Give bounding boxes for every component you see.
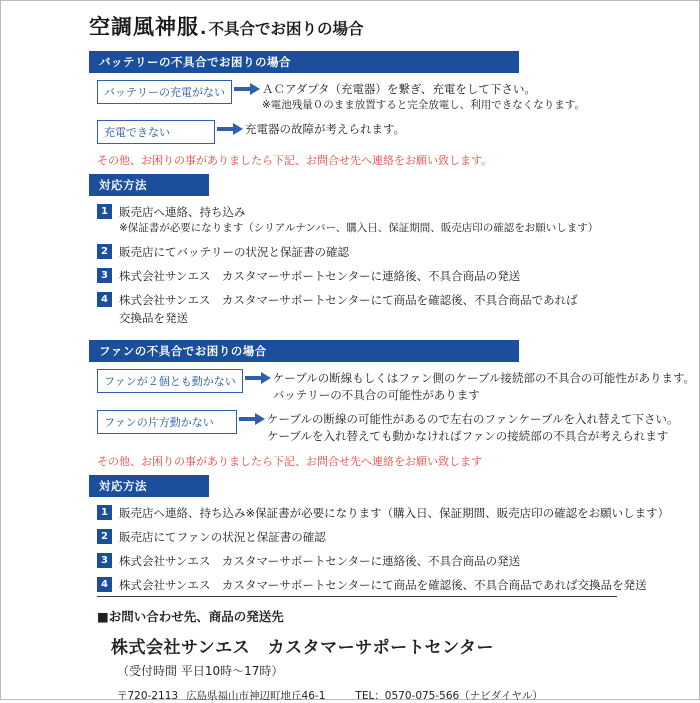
page-title [1,1,699,45]
symptom-line: ＡＣアダプタ（充電器）を繋ぎ、充電をして下さい。 [262,82,536,96]
step-line: 株式会社サンエス カスタマーサポートセンターに連絡後、不具合商品の発送 [119,269,521,284]
list-item [97,577,699,594]
list-item [97,268,699,285]
contact-address-row [117,688,617,703]
section-header-measures-2: 対応方法 [89,475,209,497]
contact-heading: ■お問い合わせ先、商品の発送先 [97,609,284,624]
step-number: 1 [97,204,112,219]
steps-list-battery [97,204,699,327]
symptom-label: 充電できない [97,120,215,144]
step-text [119,244,349,261]
step-line: 交換品を発送 [119,310,188,325]
step-line: 販売店へ連絡、持ち込み※保証書が必要になります（購入日、保証期間、販売店印の確認をお願いします） [119,505,670,520]
step-text [119,577,647,594]
symptom-label: バッテリーの充電がない [97,80,232,104]
symptom-line: ケーブルの断線の可能性があるので左右のファンケーブルを入れ替えて下さい。 [267,412,679,427]
symptom-row [97,410,699,444]
note-battery: その他、お困りの事がありましたら下記、お問合せ先へ連絡をお願い致します。 [97,153,493,167]
list-item [97,292,699,327]
step-line: 株式会社サンエス カスタマーサポートセンターにて商品を確認後、不具合商品であれば交換品を発送 [119,578,647,593]
contact-hours: （受付時間 平日10時〜17時） [117,664,284,678]
title-dot: . [200,19,207,39]
section-header-battery: バッテリーの不具合でお困りの場合 [89,51,519,73]
divider [97,596,617,597]
step-line: 販売店へ連絡、持ち込み [119,204,246,219]
step-text [119,505,669,522]
step-line: 株式会社サンエス カスタマーサポートセンターに連絡後、不具合商品の発送 [119,554,521,569]
title-main: 空調風神服 [89,15,199,39]
symptom-description [262,80,585,113]
list-item [97,204,699,237]
symptom-description [245,120,405,138]
step-number: 3 [97,268,112,283]
step-line: 販売店にてファンの状況と保証書の確認 [119,529,326,544]
steps-list-fan [97,505,699,595]
symptom-line: 充電器の故障が考えられます。 [245,121,406,136]
symptom-line: バッテリーの不具合の可能性があります [272,387,480,402]
contact-company: 株式会社サンエス カスタマーサポートセンター [111,638,494,658]
step-line: 株式会社サンエス カスタマーサポートセンターにて商品を確認後、不具合商品であれば [119,293,578,308]
symptom-line: ケーブルを入れ替えても動かなければファンの接続部の不具合が考えられます [267,428,669,443]
symptom-row [97,369,699,403]
step-number: 2 [97,529,112,544]
list-item [97,529,699,546]
contact-zip: 〒720-2113 [117,690,179,702]
step-text [119,529,326,546]
section-header-fan: ファンの不具合でお困りの場合 [89,340,519,362]
step-line: 販売店にてバッテリーの状況と保証書の確認 [119,244,349,259]
list-item [97,244,699,261]
arrow-right-icon [215,120,245,135]
title-subtitle: 不具合でお困りの場合 [208,20,364,38]
symptom-description [267,410,678,444]
symptom-label: ファンの片方動かない [97,410,237,434]
contact-tel: TEL：0570-075-566（ナビダイヤル） [355,690,543,702]
symptom-description [273,369,695,403]
step-text [119,553,520,570]
step-text [119,268,520,285]
step-number: 1 [97,505,112,520]
symptom-row [97,120,699,144]
symptom-line: ケーブルの断線もしくはファン側のケーブル接続部の不具合の可能性があります。 [272,370,696,385]
note-fan: その他、お困りの事がありましたら下記、お問合せ先へ連絡をお願い致します [97,454,482,468]
step-line: ※保証書が必要になります（シリアルナンバー、購入日、保証期間、販売店印の確認をお願いします） [119,222,599,235]
symptom-line: ※電池残量０のまま放置すると完全放電し、利用できなくなります。 [262,98,585,111]
contact-address: 広島県福山市神辺町地丘46-1 [186,690,326,702]
step-number: 2 [97,244,112,259]
step-text [119,292,578,327]
section-header-measures-1: 対応方法 [89,174,209,196]
symptom-row [97,80,699,113]
step-number: 4 [97,292,112,307]
step-number: 3 [97,553,112,568]
list-item [97,505,699,522]
step-text [119,204,598,237]
arrow-right-icon [237,410,267,425]
contact-block [97,596,617,703]
arrow-right-icon [243,369,273,384]
list-item [97,553,699,570]
arrow-right-icon [232,80,262,95]
symptom-label: ファンが２個とも動かない [97,369,243,393]
step-number: 4 [97,577,112,592]
